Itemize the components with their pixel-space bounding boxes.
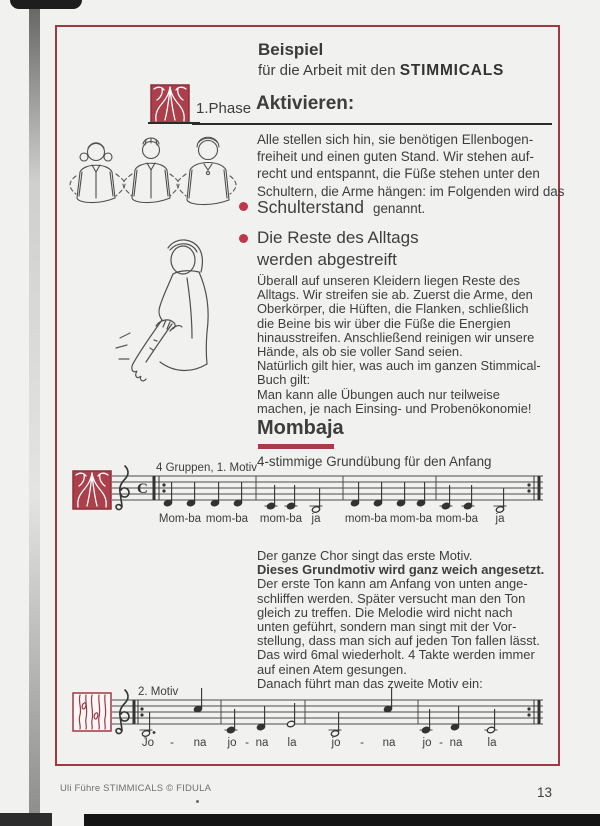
- text-line: recht und entspannt, die Füße stehen unter den: [257, 166, 540, 182]
- text-line: auf einen Atem gesungen.: [257, 661, 407, 677]
- page-title: Beispiel: [258, 40, 324, 59]
- text-line: Der ganze Chor singt das erste Motiv.: [257, 548, 473, 563]
- svg-text:la: la: [287, 737, 297, 749]
- aktivieren-paragraph: [257, 131, 564, 200]
- scan-artifact-bottom: [84, 814, 600, 826]
- woodgrain-stamp-icon: [72, 692, 112, 732]
- svg-text:-: -: [439, 737, 443, 749]
- text-line: die Beine bis wir über die Füße die Energien: [257, 315, 511, 331]
- chor-paragraph: [257, 549, 544, 691]
- text-line: Danach führt man das zweite Motiv ein:: [257, 675, 483, 691]
- svg-text:mom-ba: mom-ba: [205, 513, 249, 525]
- music-staff-motif2: [110, 686, 548, 758]
- text-line: Man kann alle Übungen auch nur teilweise: [257, 386, 500, 402]
- alltag-heading-row: [239, 227, 419, 271]
- svg-text:na: na: [449, 737, 463, 749]
- text-line: Buch gilt:: [257, 372, 311, 388]
- page-subtitle: [258, 62, 504, 80]
- text-line: unten geführt, sondern man singt mit der Vor-: [257, 619, 517, 635]
- svg-text:ja: ja: [495, 513, 505, 525]
- term-schulterstand: Schulterstand: [257, 197, 365, 217]
- scan-speck: [196, 800, 199, 803]
- heading-line: Die Reste des Alltags: [257, 228, 419, 247]
- mombaja-title: Mombaja: [257, 417, 344, 439]
- roots-stamp-icon: [72, 470, 112, 510]
- svg-text:-: -: [170, 737, 174, 749]
- term-suffix: genannt.: [373, 201, 426, 216]
- schulterstand-row: [239, 197, 425, 218]
- mombaja-subtitle: 4-stimmige Grundübung für den Anfang: [257, 454, 492, 469]
- text-line: schliffen werden. Später versucht man den Ton: [257, 590, 526, 606]
- svg-text:jo: jo: [422, 737, 432, 749]
- text-line: Oberkörper, die Hüften, die Flanken, schließlich: [257, 301, 529, 317]
- svg-text:ja: ja: [311, 513, 321, 525]
- staff-label: 4 Gruppen, 1. Motiv: [156, 462, 257, 474]
- staff-label: 2. Motiv: [138, 686, 179, 698]
- subtitle-text: für die Arbeit mit den: [258, 62, 396, 79]
- text-line: Hände, als ob sie voller Sand seien.: [257, 344, 463, 360]
- svg-text:jo: jo: [331, 737, 341, 749]
- svg-text:mom-ba: mom-ba: [435, 513, 479, 525]
- alltag-heading: [257, 227, 419, 271]
- bullet-icon: [239, 202, 248, 211]
- svg-text:-: -: [245, 737, 249, 749]
- text-line: Schultern, die Arme hängen: im Folgenden wird das: [257, 183, 565, 199]
- mombaja-underline-bar: [258, 444, 334, 449]
- brushing-person-illustration: [110, 232, 250, 394]
- svg-text:na: na: [382, 737, 396, 749]
- text-line: Das wird 6mal wiederholt. 4 Takte werden immer: [257, 647, 535, 663]
- svg-text:-: -: [360, 737, 364, 749]
- text-line: freiheit und einen guten Stand. Wir stehen auf-: [257, 149, 534, 165]
- svg-text:mom-ba: mom-ba: [259, 513, 303, 525]
- text-line: machen, je nach Einsing- und Probenökonomie!: [257, 400, 532, 416]
- svg-text:la: la: [487, 737, 497, 749]
- text-line: hinausstreifen. Anschließend reinigen wir unsere: [257, 329, 535, 345]
- svg-text:mom-ba: mom-ba: [389, 513, 433, 525]
- svg-text:Jo: Jo: [141, 737, 155, 749]
- text-line: gleich zu treffen. Die Melodie wird nicht nach: [257, 604, 513, 620]
- footer-credit: Uli Führe STIMMICALS © FIDULA: [60, 783, 212, 794]
- three-people-illustration: [62, 128, 240, 223]
- music-staff-motif1: [110, 462, 548, 534]
- text-line: stellung, dass man sich auf jeden Ton fallen lässt.: [257, 633, 540, 649]
- svg-text:mom-ba: mom-ba: [344, 513, 388, 525]
- scan-gutter-shadow: [29, 0, 40, 826]
- text-line: Alle stellen sich hin, sie benötigen Ellenbogen-: [257, 132, 534, 147]
- phase-label: 1.Phase: [196, 100, 252, 117]
- heading-line: werden abgestreift: [257, 250, 397, 269]
- text-line: Überall auf unseren Kleidern liegen Reste des: [257, 273, 520, 288]
- alltag-paragraph: [257, 274, 541, 416]
- svg-text:jo: jo: [227, 737, 237, 749]
- text-line: Natürlich gilt hier, was auch im ganzen Stimmical-: [257, 358, 541, 374]
- roots-stamp-icon: [150, 84, 190, 124]
- bullet-icon: [239, 234, 248, 243]
- svg-text:na: na: [193, 737, 207, 749]
- scan-artifact-top: [10, 0, 82, 9]
- time-signature: C: [137, 481, 148, 497]
- scan-artifact-bottom-left: [0, 813, 52, 826]
- section-heading-aktivieren: Aktivieren:: [256, 93, 355, 114]
- text-line: Alltags. Wir streifen sie ab. Zuerst die Arme, den: [257, 287, 533, 303]
- heading-underline: [192, 123, 552, 125]
- page-number: 13: [537, 785, 553, 800]
- text-line-bold: Dieses Grundmotiv wird ganz weich angesetzt.: [257, 562, 545, 578]
- svg-text:na: na: [255, 737, 269, 749]
- stimmicals-logo: STIMMICALS: [399, 62, 505, 79]
- svg-text:Mom-ba: Mom-ba: [158, 513, 202, 525]
- text-line: Der erste Ton kann am Anfang von unten ange-: [257, 576, 528, 592]
